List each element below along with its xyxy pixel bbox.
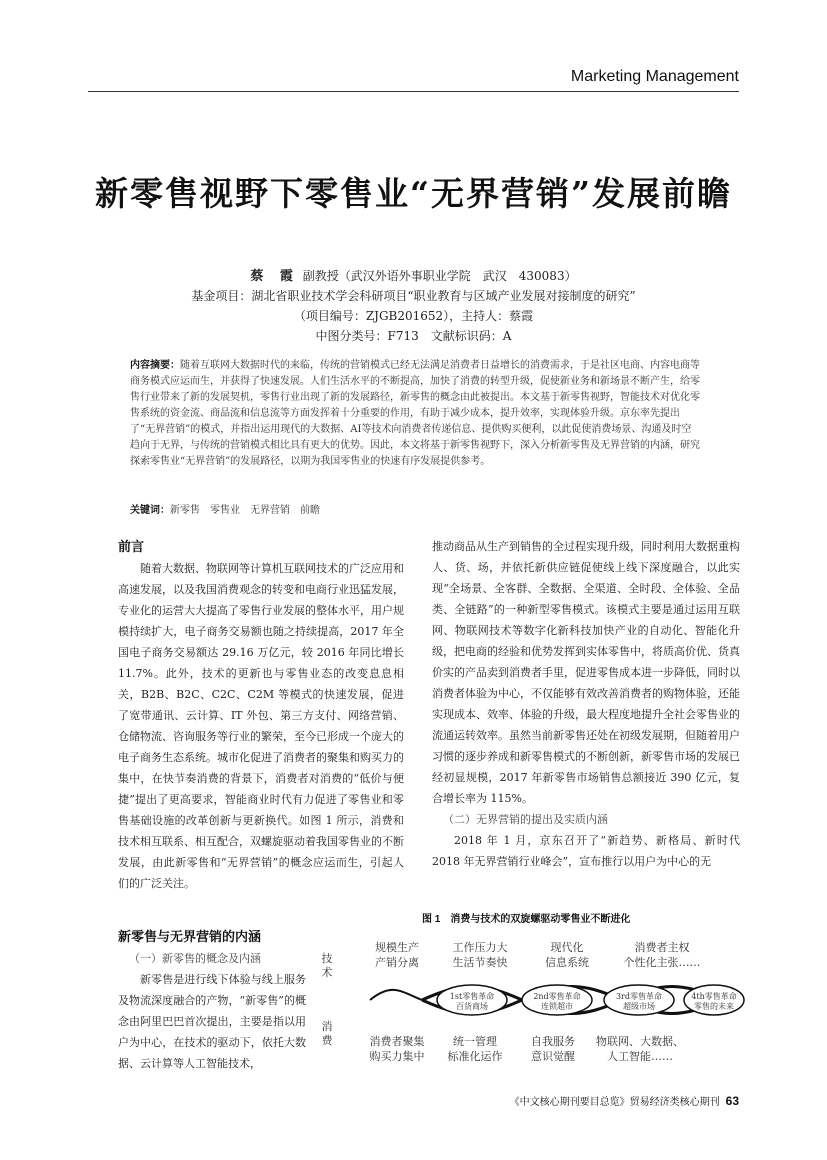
keywords (130, 501, 320, 516)
intro-heading: 前言 (118, 539, 145, 554)
keywords-label: 关键词： (130, 505, 170, 516)
author-name: 蔡 霞 (250, 269, 299, 284)
abstract (130, 358, 700, 470)
figure-caption: 图 1 消费与技术的双旋螺驱动零售业不断进化 (422, 914, 631, 925)
bottom-label-2: 统一管理 标准化运作 (447, 1035, 503, 1063)
subsection-heading-1: （一）新零售的概念及内涵 (129, 952, 261, 965)
node-label-2: 2nd零售革命 连锁超市 (533, 992, 581, 1011)
subsection-heading-2: （二）无界营销的提出及实质内涵 (443, 813, 608, 826)
right-paragraph-2: 2018 年 1 月，京东召开了“新趋势、新格局、新时代 2018 年无界营销行业峰会”，宣布推行以用户为中心的无 (432, 834, 740, 868)
left-column-top (118, 536, 404, 894)
left-column-bottom (118, 926, 306, 1074)
axis-consume-label: 消费 (321, 1020, 333, 1047)
top-label-1: 规模生产 产销分离 (375, 941, 419, 969)
intro-paragraph: 随着大数据、物联网等计算机互联网技术的广泛应用和高速发展，以及我国消费观念的转变和电商行业迅猛发展，专业化的运营大大提高了零售行业发展的整体水平，用户规模持续扩大，电子商务交易额也随之持续提高，2017 年全国电子商务交易额达 29.16 万亿元，较 2016 年同比增长 11.7%。此外，技术的更新也与零售业态的改变息息相关，B2B、B2C、C2C、C2M 等模式的快速发展，促进了宽带通讯、云计算、IT 外包、第三方支付、网络营销、仓储物流、咨询服务等行业的繁荣，至今已形成一个庞大的电子商务生态系统。城市化促进了消费者的聚集和购买力的集中，在快节奏消费的背景下，消费者对消费的“低价与便捷”提出了更高要求，智能商业时代有力促进了零售业和零售基础设施的改革创新与更新换代。如图 1 所示，消费和技术相互联系、相互配合，双螺旋驱动着我国零售业的不断发展，由此新零售和“无界营销”的概念应运而生，引起人们的广泛关注。 (118, 562, 404, 890)
bottom-label-4: 物联网、大数据、 人工智能…… (596, 1035, 684, 1063)
bottom-label-3: 自我服务 意识觉醒 (531, 1035, 575, 1063)
abstract-text: 随着互联网大数据时代的来临，传统的营销模式已经无法满足消费者日益增长的消费需求，于是社区电商、内容电商等商务模式应运而生，并获得了快速发展。人们生活水平的不断提高，加快了消费的转型升级，促使新业务和新场景不断产生，给零售行业带来了新的发展契机，零售行业出现了新的发展路径，新零售的概念由此被提出。本文基于新零售视野，智能技术对优化零售系统的资金流、商品流和信息流等方面发挥着十分重要的作用，有助于减少成本，提升效率，实现体验升级。京东率先提出了“无界营销”的模式，并指出运用现代的大数据、AI等技术向消费者传递信息、提供购买便利，以此促使消费场景、沟通及时空趋向于无界，与传统的营销模式相比具有更大的优势。因此，本文将基于新零售视野下，深入分析新零售及无界营销的内涵，研究探索零售业“无界营销”的发展路径，以期为我国零售业的快速有序发展提供参考。 (130, 360, 700, 467)
helix-tail (370, 990, 422, 1000)
section-heading: 新零售与无界营销的内涵 (118, 929, 262, 944)
bottom-label-1: 消费者聚集 购买力集中 (369, 1035, 425, 1063)
keywords-text: 新零售 零售业 无界营销 前瞻 (170, 505, 320, 516)
axis-tech-label: 技术 (321, 952, 333, 979)
top-label-2: 工作压力大 生活节奏快 (452, 941, 508, 969)
author-line (0, 265, 827, 284)
figure-1 (322, 912, 747, 1072)
node-label-4: 4th零售革命 零售的未来 (691, 992, 737, 1011)
project-number: （项目编号：ZJGB201652），主持人：蔡霞 (293, 309, 534, 323)
right-column (432, 536, 740, 872)
classification: 中图分类号：F713 文献标识码：A (315, 329, 512, 343)
abstract-label: 内容摘要： (130, 360, 180, 371)
page-number: 63 (725, 1094, 739, 1108)
section-label: Marketing Management (570, 68, 739, 85)
fund-project: 基金项目：湖北省职业技术学会科研项目“职业教育与区域产业发展对接制度的研究” (191, 289, 636, 303)
footer-journal: 《中文核心期刊要目总览》贸易经济类核心期刊 (509, 1097, 720, 1108)
article-title: 新零售视野下零售业“无界营销”发展前瞻 (95, 174, 732, 213)
author-info: 副教授（武汉外语外事职业学院 武汉 430083） (302, 269, 577, 283)
node-label-3: 3rd零售革命 超级市场 (615, 992, 663, 1011)
subsection-paragraph-1: 新零售是进行线下体验与线上服务及物流深度融合的产物，“新零售”的概念由阿里巴巴首次提出，主要是指以用户为中心，在技术的驱动下，依托大数据、云计算等人工智能技术， (118, 973, 306, 1070)
right-paragraph-1: 推动商品从生产到销售的全过程实现升级，同时利用大数据重构人、货、场，并依托新供应链促使线上线下深度融合，以此实现“全场景、全客群、全数据、全渠道、全时段、全体验、全品类、全链路”的一种新型零售模式。该模式主要是通过运用互联网、物联网技术等数字化新科技加快产业的自动化、智能化升级，把电商的经验和优势发挥到实体零售中，将质高价优、货真价实的产品卖到消费者手里，促进零售成本进一步降低，同时以消费者体验为中心，不仅能够有效改善消费者的购物体验，还能实现成本、效率、体验的升级，最大程度地提升全社会零售业的流通运转效率。虽然当前新零售还处在初级发展期，但随着用户习惯的逐步养成和新零售模式的不断创新，新零售市场的发展已经初显规模，2017 年新零售市场销售总额接近 390 亿元，复合增长率为 115%。 (432, 540, 740, 805)
top-label-3: 现代化 信息系统 (545, 941, 589, 969)
footer (510, 1093, 739, 1108)
header-rule (88, 91, 739, 92)
top-label-4: 消费者主权 个性化主张…… (623, 941, 701, 969)
node-label-1: 1st零售革命 百货商场 (449, 992, 495, 1011)
